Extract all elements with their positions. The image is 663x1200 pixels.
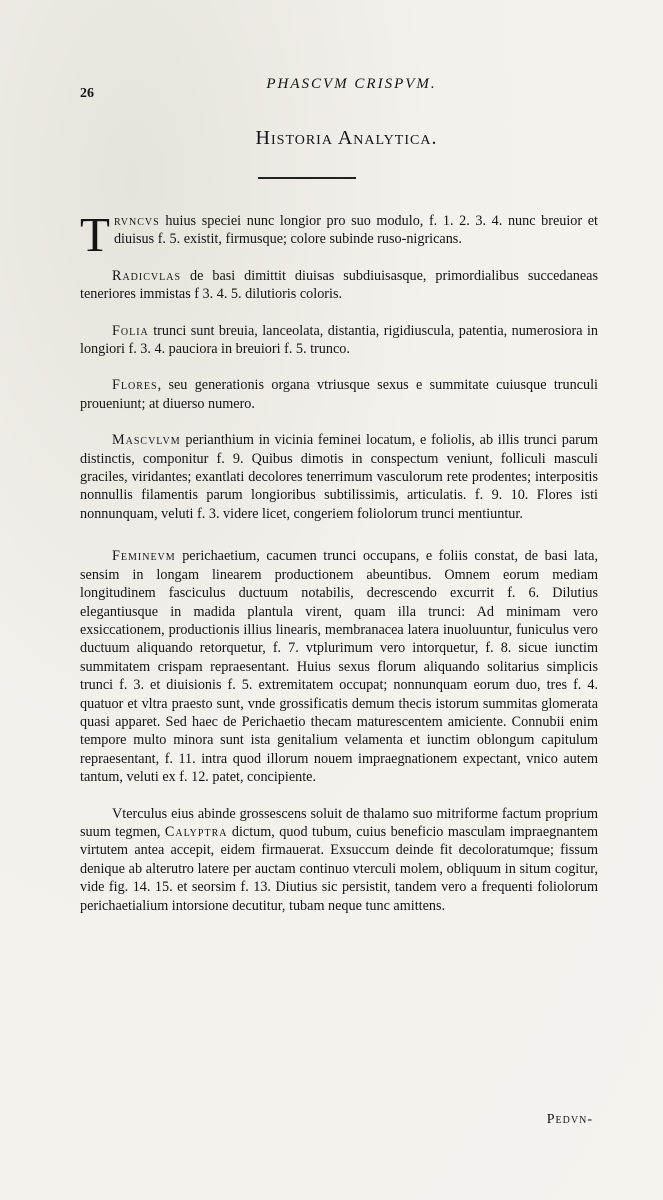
paragraph-masculum — [80, 431, 598, 523]
paragraph-flores — [80, 376, 598, 413]
paragraph-text: dictum, quod tubum, cuius beneficio masculam impraegnantem virtutem antea accepit, eidem firmauerat. Exsuccum deinde fit decoloratumque; fissum denique ab alterutro latere per auctam continuo vterculi molem, obliquum in situm cogitur, vide fig. 14. 15. et seorsim f. 13. Diutius sic persistit, tandem vero a frequenti foliolorum perichaetialium intorsione decutitur, tubam neque tunc amittens. — [80, 823, 598, 914]
running-title: PHASCVM CRISPVM. — [266, 76, 437, 92]
lead-word: Folia — [112, 322, 149, 339]
paragraph-text: , seu generationis organa vtriusque sexus e summitate cuiusque trunculi proueniunt; at diuerso numero. — [80, 377, 598, 412]
catchword: Pedvn- — [546, 1112, 593, 1127]
paragraph-femineum — [80, 547, 598, 786]
paragraph-radiculas — [80, 267, 598, 304]
paragraph-text: Vterculus eius abinde grossescens soluit de thalamo suo mitriforme factum proprium suum tegmen, — [80, 805, 598, 840]
title-rule — [258, 177, 356, 179]
paragraph-vterculus — [80, 805, 598, 915]
lead-word: rvncvs — [113, 213, 160, 229]
lead-word: Feminevm — [112, 548, 176, 565]
lead-word: Calyptra — [164, 823, 228, 840]
paragraph-truncus — [80, 207, 598, 262]
paragraph-text: perianthium in vicinia feminei locatum, e foliolis, ab illis trunci parum distinctis, componitur f. 9. Quibus dimotis in conspectum veniunt, folliculi masculi graciles, viridantes; exantlati decolores tenerrimum vasculorum rete prodentes; interpositis nonnullis filamentis parum longioribus subtilissimis, articulatis. f. 9. 10. Flores isti nonnunquam, veluti f. 3. videre licet, congeriem foliolorum trunci mentiuntur. — [80, 432, 598, 522]
body-text — [80, 207, 598, 933]
paragraph-text: perichaetium, cacumen trunci occupans, e foliis constat, de basi lata, sensim in longam linearem productionem abeuntibus. Omnem eorum mediam longitudinem fasciculus ductuum notabilis, decrescendo excurrit f. 6. Dilutius elegantiusque in madida plantula virent, quam illa trunci: Ad minimam vero exsiccationem, productionis illius linearis, membranacea latera inuoluuntur, funiculus vero ductuum aliquando retorquetur, f. 7. vtplurimum vero intorquetur, f. 8. sicue iunctim summitatem crispam repraesentant. Huius sexus florum aliquando solitarius simplicis trunci f. 3. et diuisionis f. 5. extremitatem occupat; nonnunquam eorum duo, tres f. 4. quatuor et vltra praesto sunt, vnde grossificatis demum thecis istorum summitas glomerata quasi apparet. Sed haec de Perichaetio thecam maturescentem amiciente. Connubii enim tempore multo minora sunt ista genitalium velamenta et iunctim oblongum capitulum repraesentant, f. 11. intra quod illorum nouem impraegnationem expectant, vnico autem tantum, veluti ex f. 12. patet, concipiente. — [80, 548, 598, 786]
drop-cap: T — [80, 207, 110, 262]
lead-word: Flores — [112, 377, 158, 394]
page-number: 26 — [80, 86, 94, 101]
section-title: Historia Analytica. — [255, 127, 438, 149]
paragraph-folia — [80, 322, 598, 359]
paragraph-text: huius speciei nunc longior pro suo modulo, f. 1. 2. 3. 4. nunc breuior et diuisus f. 5. existit, firmusque; colore subinde ruso-nigricans. — [113, 213, 598, 248]
lead-word: Radicvlas — [112, 267, 182, 284]
paragraph-text: de basi dimittit diuisas subdiuisasque, primordialibus succedaneas teneriores immistas f 3. 4. 5. dilutioris coloris. — [80, 267, 598, 303]
lead-word: Mascvlvm — [112, 432, 181, 449]
paragraph-text: trunci sunt breuia, lanceolata, distantia, rigidiuscula, patentia, numerosiora in longiori f. 3. 4. pauciora in breuiori f. 5. trunco. — [80, 322, 598, 358]
